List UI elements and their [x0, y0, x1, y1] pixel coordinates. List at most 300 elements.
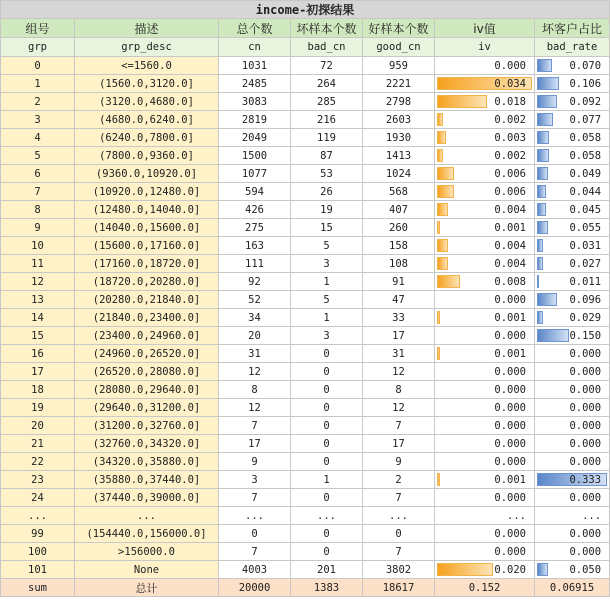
cn-cell: 7 [219, 489, 291, 507]
title-row [1, 1, 610, 19]
bad-cn-cell: 0 [291, 489, 363, 507]
grp-cell: 10 [1, 237, 75, 255]
bad-cn-cell: 0 [291, 417, 363, 435]
bad-cn-cell: 53 [291, 165, 363, 183]
cn-cell: 2049 [219, 129, 291, 147]
iv-value: 0.000 [494, 527, 526, 540]
iv-cell [435, 453, 535, 471]
good-cn-cell: 17 [363, 327, 435, 345]
iv-databar [437, 563, 493, 576]
bad-rate-value: 0.077 [569, 113, 602, 126]
bad-cn-cell: 264 [291, 75, 363, 93]
iv-value: 0.001 [494, 473, 526, 486]
desc-cell: (14040.0,15600.0] [75, 219, 219, 237]
header-cell: 描述 [75, 19, 219, 38]
bad-cn-cell: 1 [291, 309, 363, 327]
desc-cell: (26520.0,28080.0] [75, 363, 219, 381]
desc-cell: (10920.0,12480.0] [75, 183, 219, 201]
bad-rate-value: 0.000 [569, 437, 602, 450]
bad-rate-databar [537, 185, 546, 198]
iv-cell [435, 399, 535, 417]
bad-rate-value: 0.000 [569, 527, 602, 540]
iv-value: 0.002 [494, 113, 526, 126]
grp-cell: 4 [1, 129, 75, 147]
bad-rate-cell [535, 273, 610, 291]
table-row [1, 111, 610, 129]
cn-cell: 92 [219, 273, 291, 291]
bad-rate-value: 0.029 [569, 311, 602, 324]
grp-cell: 6 [1, 165, 75, 183]
grp-cell: 101 [1, 561, 75, 579]
header-row [1, 19, 610, 38]
table-row [1, 543, 610, 561]
desc-cell: (34320.0,35880.0] [75, 453, 219, 471]
table-row [1, 237, 610, 255]
good-cn-cell: 7 [363, 489, 435, 507]
bad-cn-cell: 0 [291, 543, 363, 561]
bad-rate-value: 0.070 [569, 59, 602, 72]
desc-cell: (1560.0,3120.0] [75, 75, 219, 93]
iv-databar [437, 185, 454, 198]
iv-cell [435, 309, 535, 327]
desc-cell: (12480.0,14040.0] [75, 201, 219, 219]
table-row [1, 489, 610, 507]
cn-cell: 4003 [219, 561, 291, 579]
iv-value: 0.001 [494, 347, 526, 360]
iv-value: 0.000 [494, 401, 526, 414]
iv-cell [435, 327, 535, 345]
cn-cell: 2819 [219, 111, 291, 129]
bad-rate-value: ... [582, 509, 602, 522]
iv-cell [435, 129, 535, 147]
table-row [1, 255, 610, 273]
bad-rate-databar [537, 293, 557, 306]
cn-cell: 17 [219, 435, 291, 453]
iv-value: 0.004 [494, 203, 526, 216]
grp-cell: 14 [1, 309, 75, 327]
iv-cell [435, 507, 535, 525]
bad-rate-databar [537, 311, 543, 324]
desc-cell: (4680.0,6240.0] [75, 111, 219, 129]
table-row [1, 219, 610, 237]
iv-value: 0.006 [494, 167, 526, 180]
iv-value: 0.034 [494, 77, 526, 90]
iv-value: 0.000 [494, 293, 526, 306]
good-cn-cell: 568 [363, 183, 435, 201]
bad-rate-cell [535, 417, 610, 435]
desc-cell: ... [75, 507, 219, 525]
iv-value: 0.003 [494, 131, 526, 144]
bad-rate-databar [537, 275, 539, 288]
table-row [1, 417, 610, 435]
iv-databar [437, 113, 443, 126]
bad-rate-value: 0.000 [569, 491, 602, 504]
bad-rate-value: 0.000 [569, 401, 602, 414]
desc-cell: (24960.0,26520.0] [75, 345, 219, 363]
cn-cell: 426 [219, 201, 291, 219]
bad-rate-cell [535, 363, 610, 381]
bad-rate-cell [535, 201, 610, 219]
table-row [1, 291, 610, 309]
cn-cell: 1077 [219, 165, 291, 183]
cn-cell: 3 [219, 471, 291, 489]
good-cn-cell: 3802 [363, 561, 435, 579]
iv-cell [435, 237, 535, 255]
bad-cn-cell: 0 [291, 435, 363, 453]
bad-rate-value: 0.000 [569, 347, 602, 360]
bad-rate-cell [535, 327, 610, 345]
bad-rate-cell [535, 561, 610, 579]
good-cn-cell: 2221 [363, 75, 435, 93]
grp-cell: 100 [1, 543, 75, 561]
iv-value: 0.006 [494, 185, 526, 198]
desc-cell: (21840.0,23400.0] [75, 309, 219, 327]
iv-cell [435, 273, 535, 291]
grp-cell: 1 [1, 75, 75, 93]
grp-cell: 3 [1, 111, 75, 129]
table-row [1, 183, 610, 201]
bad-rate-cell [535, 525, 610, 543]
bad-cn-cell: 119 [291, 129, 363, 147]
iv-value: 0.004 [494, 239, 526, 252]
bad-rate-cell [535, 381, 610, 399]
bad-rate-value: 0.000 [569, 419, 602, 432]
header-cell: 坏样本个数 [291, 19, 363, 38]
subheader-cell: good_cn [363, 38, 435, 57]
bad-rate-value: 0.045 [569, 203, 602, 216]
bad-cn-cell: ... [291, 507, 363, 525]
bad-rate-databar [537, 149, 549, 162]
grp-cell: 11 [1, 255, 75, 273]
bad-rate-databar [537, 95, 557, 108]
table-row [1, 525, 610, 543]
iv-cell [435, 183, 535, 201]
good-cn-cell: 158 [363, 237, 435, 255]
bad-cn-cell: 1 [291, 273, 363, 291]
bad-cn-cell: 5 [291, 237, 363, 255]
iv-value: 0.000 [494, 365, 526, 378]
bad-cn-cell: 201 [291, 561, 363, 579]
bad-rate-value: 0.000 [569, 365, 602, 378]
iv-value: 0.000 [494, 491, 526, 504]
bad-cn-cell: 0 [291, 345, 363, 363]
good-cn-cell: 9 [363, 453, 435, 471]
good-cn-cell: 12 [363, 399, 435, 417]
bad-rate-cell [535, 543, 610, 561]
bad-rate-cell [535, 237, 610, 255]
subheader-row [1, 38, 610, 57]
table-row [1, 165, 610, 183]
grp-cell: 7 [1, 183, 75, 201]
iv-databar [437, 311, 440, 324]
bad-rate-value: 0.058 [569, 131, 602, 144]
good-cn-cell: 7 [363, 543, 435, 561]
cn-cell: 20 [219, 327, 291, 345]
table-row [1, 57, 610, 75]
sum-iv-cell: 0.152 [435, 579, 535, 597]
iv-cell [435, 57, 535, 75]
bad-rate-value: 0.049 [569, 167, 602, 180]
bad-rate-databar [537, 203, 546, 216]
iv-databar [437, 347, 440, 360]
cn-cell: 52 [219, 291, 291, 309]
bad-rate-cell [535, 399, 610, 417]
iv-cell [435, 111, 535, 129]
table-row [1, 381, 610, 399]
good-cn-cell: 91 [363, 273, 435, 291]
desc-cell: (17160.0,18720.0] [75, 255, 219, 273]
header-cell: 坏客户占比 [535, 19, 610, 38]
bad-rate-databar [537, 257, 543, 270]
sum-row [1, 579, 610, 597]
table-row [1, 309, 610, 327]
iv-value: 0.008 [494, 275, 526, 288]
iv-value: 0.020 [494, 563, 526, 576]
cn-cell: 3083 [219, 93, 291, 111]
cn-cell: 12 [219, 363, 291, 381]
bad-rate-cell [535, 507, 610, 525]
iv-value: 0.018 [494, 95, 526, 108]
grp-cell: 15 [1, 327, 75, 345]
bad-rate-value: 0.000 [569, 383, 602, 396]
iv-cell [435, 75, 535, 93]
bad-rate-databar [537, 131, 549, 144]
header-cell: 组号 [1, 19, 75, 38]
table-title: income-初探结果 [1, 1, 610, 19]
bad-cn-cell: 26 [291, 183, 363, 201]
iv-value: 0.002 [494, 149, 526, 162]
good-cn-cell: 2 [363, 471, 435, 489]
bad-rate-value: 0.044 [569, 185, 602, 198]
grp-cell: 5 [1, 147, 75, 165]
grp-cell: 20 [1, 417, 75, 435]
iv-cell [435, 219, 535, 237]
iv-cell [435, 291, 535, 309]
table-row [1, 75, 610, 93]
bad-cn-cell: 3 [291, 255, 363, 273]
bad-cn-cell: 5 [291, 291, 363, 309]
cn-cell: 594 [219, 183, 291, 201]
bad-rate-cell [535, 471, 610, 489]
desc-cell: <=1560.0 [75, 57, 219, 75]
iv-cell [435, 363, 535, 381]
iv-cell [435, 471, 535, 489]
grp-cell: 99 [1, 525, 75, 543]
iv-value: 0.000 [494, 329, 526, 342]
good-cn-cell: 2798 [363, 93, 435, 111]
bad-cn-cell: 1 [291, 471, 363, 489]
bad-rate-value: 0.031 [569, 239, 602, 252]
sum-bad-cn-cell: 1383 [291, 579, 363, 597]
bad-rate-cell [535, 291, 610, 309]
desc-cell: (7800.0,9360.0] [75, 147, 219, 165]
cn-cell: 9 [219, 453, 291, 471]
header-cell: 总个数 [219, 19, 291, 38]
bad-cn-cell: 15 [291, 219, 363, 237]
desc-cell: (20280.0,21840.0] [75, 291, 219, 309]
bad-rate-cell [535, 129, 610, 147]
cn-cell: 0 [219, 525, 291, 543]
subheader-cell: bad_cn [291, 38, 363, 57]
bad-rate-value: 0.055 [569, 221, 602, 234]
iv-value: 0.000 [494, 59, 526, 72]
subheader-cell: grp_desc [75, 38, 219, 57]
iv-cell [435, 147, 535, 165]
good-cn-cell: 12 [363, 363, 435, 381]
desc-cell: (6240.0,7800.0] [75, 129, 219, 147]
bad-rate-cell [535, 111, 610, 129]
bad-cn-cell: 87 [291, 147, 363, 165]
bad-rate-value: 0.027 [569, 257, 602, 270]
good-cn-cell: 8 [363, 381, 435, 399]
iv-databar [437, 257, 448, 270]
grp-cell: 17 [1, 363, 75, 381]
bad-rate-databar [537, 239, 543, 252]
iv-databar [437, 131, 446, 144]
good-cn-cell: 17 [363, 435, 435, 453]
bad-rate-value: 0.058 [569, 149, 602, 162]
bad-cn-cell: 0 [291, 363, 363, 381]
iv-value: 0.000 [494, 437, 526, 450]
bad-rate-cell [535, 453, 610, 471]
bad-rate-databar [537, 113, 553, 126]
grp-cell: 0 [1, 57, 75, 75]
grp-cell: 2 [1, 93, 75, 111]
bad-cn-cell: 285 [291, 93, 363, 111]
grp-cell: 12 [1, 273, 75, 291]
sum-desc-cell: 总计 [75, 579, 219, 597]
cn-cell: 8 [219, 381, 291, 399]
desc-cell: (154440.0,156000.0] [75, 525, 219, 543]
bad-rate-value: 0.000 [569, 545, 602, 558]
iv-cell [435, 381, 535, 399]
desc-cell: (35880.0,37440.0] [75, 471, 219, 489]
table-row [1, 93, 610, 111]
iv-cell [435, 201, 535, 219]
bad-rate-databar [537, 563, 548, 576]
bad-rate-value: 0.050 [569, 563, 602, 576]
subheader-cell: iv [435, 38, 535, 57]
cn-cell: ... [219, 507, 291, 525]
bad-rate-cell [535, 309, 610, 327]
iv-databar [437, 149, 443, 162]
iv-cell [435, 525, 535, 543]
iv-databar [437, 203, 448, 216]
grp-cell: 24 [1, 489, 75, 507]
bad-rate-cell [535, 75, 610, 93]
bad-rate-cell [535, 93, 610, 111]
good-cn-cell: 1930 [363, 129, 435, 147]
bad-cn-cell: 0 [291, 453, 363, 471]
iv-databar [437, 167, 454, 180]
grp-cell: 23 [1, 471, 75, 489]
grp-cell: 22 [1, 453, 75, 471]
desc-cell: (29640.0,31200.0] [75, 399, 219, 417]
bad-rate-value: 0.150 [569, 329, 602, 342]
good-cn-cell: 2603 [363, 111, 435, 129]
good-cn-cell: 0 [363, 525, 435, 543]
bad-rate-value: 0.011 [569, 275, 602, 288]
iv-databar [437, 95, 487, 108]
bad-rate-databar [537, 77, 559, 90]
cn-cell: 31 [219, 345, 291, 363]
good-cn-cell: 1413 [363, 147, 435, 165]
grp-cell: 13 [1, 291, 75, 309]
sum-good-cn-cell: 18617 [363, 579, 435, 597]
iv-databar [437, 275, 460, 288]
bad-cn-cell: 0 [291, 399, 363, 417]
bad-rate-cell [535, 165, 610, 183]
bad-cn-cell: 0 [291, 525, 363, 543]
bad-rate-cell [535, 255, 610, 273]
grp-cell: 19 [1, 399, 75, 417]
cn-cell: 7 [219, 543, 291, 561]
table-row [1, 435, 610, 453]
table-row [1, 201, 610, 219]
grp-cell: 18 [1, 381, 75, 399]
sum-grp-cell: sum [1, 579, 75, 597]
table-row [1, 561, 610, 579]
bad-rate-cell [535, 147, 610, 165]
iv-value: 0.001 [494, 311, 526, 324]
sum-bad-rate-cell: 0.06915 [535, 579, 610, 597]
cn-cell: 163 [219, 237, 291, 255]
desc-cell: (31200.0,32760.0] [75, 417, 219, 435]
bad-rate-value: 0.096 [569, 293, 602, 306]
good-cn-cell: 959 [363, 57, 435, 75]
desc-cell: (28080.0,29640.0] [75, 381, 219, 399]
bad-rate-value: 0.092 [569, 95, 602, 108]
iv-cell [435, 345, 535, 363]
bad-rate-cell [535, 435, 610, 453]
sum-cn-cell: 20000 [219, 579, 291, 597]
cn-cell: 275 [219, 219, 291, 237]
good-cn-cell: 260 [363, 219, 435, 237]
desc-cell: (23400.0,24960.0] [75, 327, 219, 345]
table-row [1, 507, 610, 525]
iv-value: 0.001 [494, 221, 526, 234]
bad-rate-cell [535, 345, 610, 363]
iv-cell [435, 561, 535, 579]
good-cn-cell: 7 [363, 417, 435, 435]
iv-databar [437, 473, 440, 486]
table-row [1, 327, 610, 345]
iv-value: 0.000 [494, 455, 526, 468]
bad-rate-databar [537, 329, 569, 342]
good-cn-cell: 31 [363, 345, 435, 363]
bad-rate-databar [537, 221, 548, 234]
iv-cell [435, 255, 535, 273]
good-cn-cell: 1024 [363, 165, 435, 183]
grp-cell: 16 [1, 345, 75, 363]
table-row [1, 399, 610, 417]
desc-cell: (37440.0,39000.0] [75, 489, 219, 507]
bad-cn-cell: 3 [291, 327, 363, 345]
table-row [1, 453, 610, 471]
table-row [1, 147, 610, 165]
subheader-cell: grp [1, 38, 75, 57]
bad-rate-cell [535, 489, 610, 507]
desc-cell: (3120.0,4680.0] [75, 93, 219, 111]
cn-cell: 7 [219, 417, 291, 435]
desc-cell: None [75, 561, 219, 579]
iv-cell [435, 489, 535, 507]
desc-cell: (32760.0,34320.0] [75, 435, 219, 453]
subheader-cell: bad_rate [535, 38, 610, 57]
bad-rate-value: 0.000 [569, 455, 602, 468]
bad-cn-cell: 216 [291, 111, 363, 129]
grp-cell: ... [1, 507, 75, 525]
